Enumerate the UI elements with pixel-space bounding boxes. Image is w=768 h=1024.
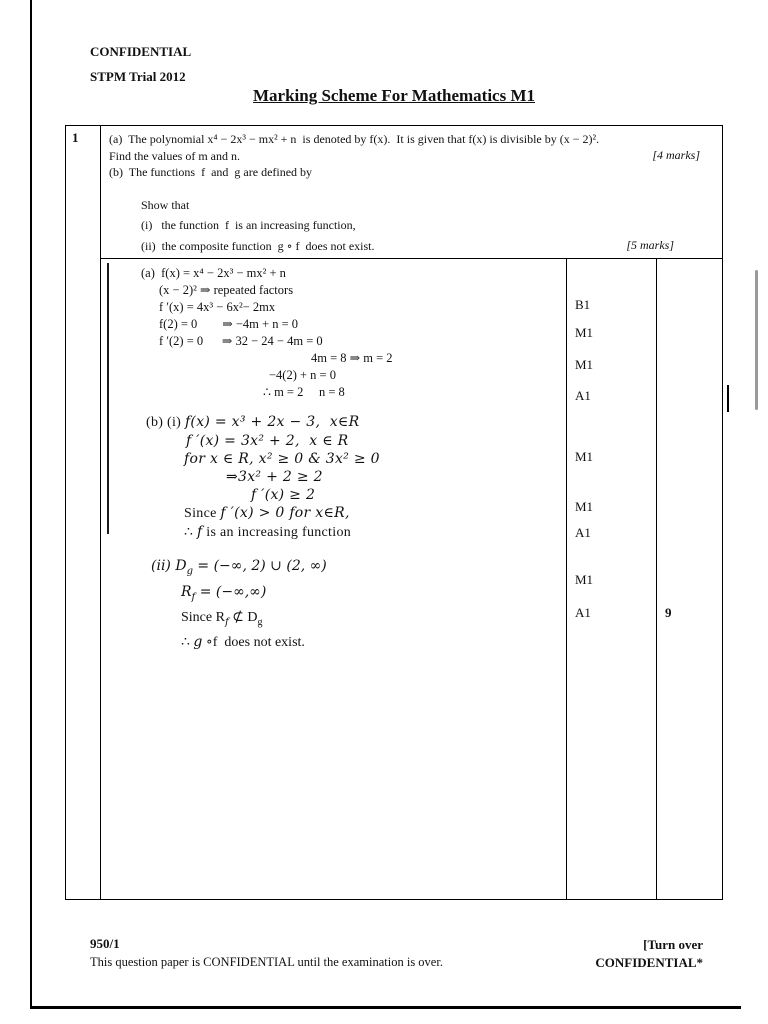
- mark-label: M1: [575, 499, 594, 514]
- solution-line: $R_f$ = (−∞,∞): [181, 583, 267, 603]
- total-column: [656, 259, 722, 899]
- solution-line: −4(2) + n = 0: [269, 368, 336, 382]
- solution-line: f(2) = 0 ⇒ −4m + n = 0: [159, 317, 299, 331]
- solution-line: ∴ f is an increasing function: [184, 524, 352, 540]
- solution-line: f ′(x) ≥ 2: [251, 487, 316, 503]
- mark-label: M1: [575, 357, 594, 372]
- solution-line: f ′(x) = 4x³ − 6x²− 2mx: [159, 300, 276, 314]
- part-b-marks: [5 marks]: [626, 237, 674, 252]
- footer-note: This question paper is CONFIDENTIAL until the examination is over.: [90, 955, 443, 969]
- scan-edge-artifact: [727, 385, 729, 412]
- question-part-b-i: (i) the function f is an increasing function,: [141, 218, 356, 232]
- solution-line: (b) (i) f(x) = x³ + 2x − 3, x∈R: [146, 414, 360, 430]
- question-part-a-line2: Find the values of m and n.: [109, 148, 240, 163]
- question-part-b-ii: (ii) the composite function g ∘ f does not exist.: [141, 238, 375, 253]
- solution-line: ∴ m = 2 n = 8: [263, 385, 345, 399]
- scrollbar-thumb[interactable]: [755, 270, 758, 410]
- solution-line: Since f ′(x) > 0 for x∈R,: [184, 505, 350, 521]
- mark-label: A1: [575, 525, 591, 540]
- question-part-b-line1: (b) The functions f and g are defined by: [109, 165, 313, 179]
- solution-line: (ii) $D_g$ = (−∞, 2) ∪ (2, ∞): [151, 558, 327, 577]
- scan-edge-left: [30, 0, 32, 1008]
- solution-line: 4m = 8 ⇒ m = 2: [311, 351, 393, 365]
- mark-label: M1: [575, 325, 594, 340]
- solution-line: ∴ g ∘f does not exist.: [181, 634, 305, 651]
- page-title: Marking Scheme For Mathematics M1: [252, 86, 535, 105]
- paper-code: 950/1: [90, 936, 120, 951]
- solution-line: f ′(2) = 0 ⇒ 32 − 24 − 4m = 0: [159, 334, 323, 348]
- marking-scheme-table: [65, 125, 723, 900]
- solution-line: f ′(x) = 3x² + 2, x ∈ R: [186, 433, 349, 449]
- question-number: 1: [72, 130, 79, 145]
- scan-edge-bottom: [30, 1006, 741, 1009]
- marks-column: [566, 259, 656, 899]
- total-marks: 9: [665, 605, 672, 620]
- confidential-footer: CONFIDENTIAL*: [595, 955, 703, 970]
- show-that-label: Show that: [141, 197, 190, 212]
- question-box: [101, 126, 722, 259]
- mark-label: B1: [575, 297, 591, 312]
- part-a-marks: [4 marks]: [652, 147, 700, 162]
- mark-label: A1: [575, 605, 591, 620]
- solution-line: Since $R_f$ ⊄ $D_g$: [181, 609, 263, 628]
- mark-label: M1: [575, 449, 594, 464]
- solution-line: for x ∈ R, x² ≥ 0 & 3x² ≥ 0: [184, 451, 380, 467]
- turn-over-label: [Turn over: [643, 937, 703, 952]
- mark-label: M1: [575, 572, 594, 587]
- question-number-cell: [66, 126, 101, 899]
- solution-line: (a) f(x) = x⁴ − 2x³ − mx² + n: [141, 266, 286, 280]
- footer-right: [540, 936, 703, 972]
- mark-label: A1: [575, 388, 591, 403]
- solution-line: (x − 2)² ⇒ repeated factors: [159, 283, 294, 297]
- question-part-a-line1: (a) The polynomial x⁴ − 2x³ − mx² + n is denoted by f(x). It is given that f(x) is divisible by (x − 2)².: [109, 132, 600, 146]
- solution-area: [101, 259, 566, 899]
- solution-line: ⇒3x² + 2 ≥ 2: [226, 469, 323, 485]
- confidential-header: CONFIDENTIAL: [90, 44, 192, 59]
- trial-header: STPM Trial 2012: [90, 69, 186, 84]
